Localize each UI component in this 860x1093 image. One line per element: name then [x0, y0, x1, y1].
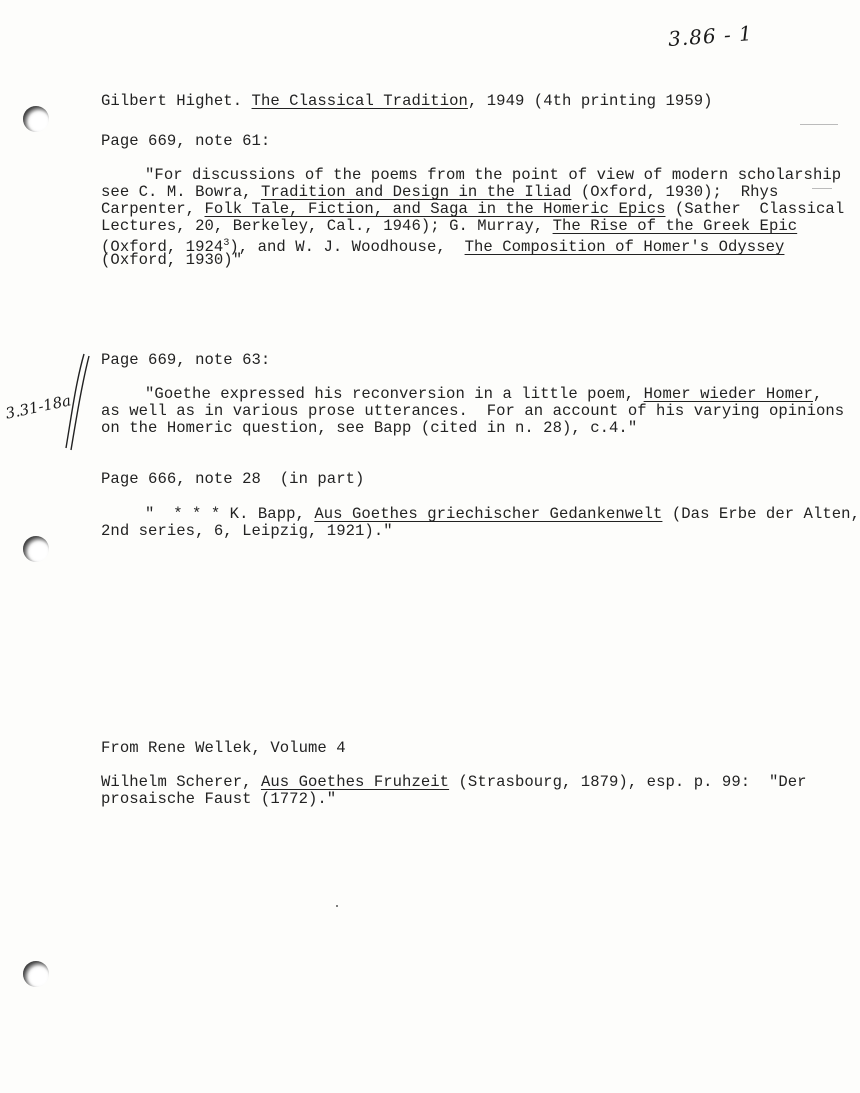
- handwritten-margin-reference: 3.31-18a: [3, 391, 73, 423]
- cited-title: Folk Tale, Fiction, and Saga in the Homeric Epics: [204, 200, 666, 218]
- handwritten-page-number: 3.86 - 1: [667, 21, 754, 51]
- punch-hole: [23, 536, 49, 562]
- note-63-line: as well as in various prose utterances. For an account of his varying opinions: [101, 402, 845, 420]
- scan-speck: [336, 905, 338, 907]
- scan-mark: [812, 188, 832, 189]
- note-61-heading: Page 669, note 61:: [101, 132, 271, 150]
- note-28-line: " * * * K. Bapp, Aus Goethes griechischer Gedankenwelt (Das Erbe der Alten,: [145, 505, 860, 523]
- publication-info: , 1949 (4th printing 1959): [467, 92, 713, 110]
- author-name: Gilbert Highet.: [101, 92, 243, 110]
- note-28-line: 2nd series, 6, Leipzig, 1921).": [101, 522, 393, 540]
- cited-title: Tradition and Design in the Iliad: [260, 183, 572, 201]
- wellek-line: Wilhelm Scherer, Aus Goethes Fruhzeit (Strasbourg, 1879), esp. p. 99: "Der: [101, 773, 807, 791]
- note-61-line: (Oxford, 1930)": [101, 251, 243, 269]
- book-title: The Classical Tradition: [251, 92, 468, 110]
- scan-mark: [800, 124, 838, 125]
- note-61-line: Lectures, 20, Berkeley, Cal., 1946); G. Murray, The Rise of the Greek Epic: [101, 217, 798, 235]
- note-63-heading: Page 669, note 63:: [101, 351, 271, 369]
- note-63-line: on the Homeric question, see Bapp (cited in n. 28), c.4.": [101, 419, 638, 437]
- wellek-heading: From Rene Wellek, Volume 4: [101, 739, 346, 757]
- note-61-line: "For discussions of the poems from the point of view of modern scholarship: [145, 166, 842, 184]
- cited-title: Homer wieder Homer: [643, 385, 813, 403]
- wellek-line: prosaische Faust (1772).": [101, 790, 337, 808]
- cited-title: Aus Goethes griechischer Gedankenwelt: [314, 505, 663, 523]
- punch-hole: [23, 961, 49, 987]
- citation-header: [101, 93, 713, 110]
- cited-title: Aus Goethes Fruhzeit: [260, 773, 450, 791]
- cited-title: The Rise of the Greek Epic: [552, 217, 798, 235]
- note-28-heading: Page 666, note 28 (in part): [101, 470, 365, 488]
- note-61-line: (Oxford, 1924$^3$), and W. J. Woodhouse, The Composition of Homer's Odyssey: [101, 238, 785, 257]
- cited-title: The Composition of Homer's Odyssey: [464, 238, 785, 257]
- punch-hole: [23, 106, 49, 132]
- note-61-line: Carpenter, Folk Tale, Fiction, and Saga in the Homeric Epics (Sather Classical: [101, 200, 845, 218]
- note-63-line: "Goethe expressed his reconversion in a little poem, Homer wieder Homer,: [145, 385, 823, 403]
- note-61-line: see C. M. Bowra, Tradition and Design in the Iliad (Oxford, 1930); Rhys: [101, 183, 779, 201]
